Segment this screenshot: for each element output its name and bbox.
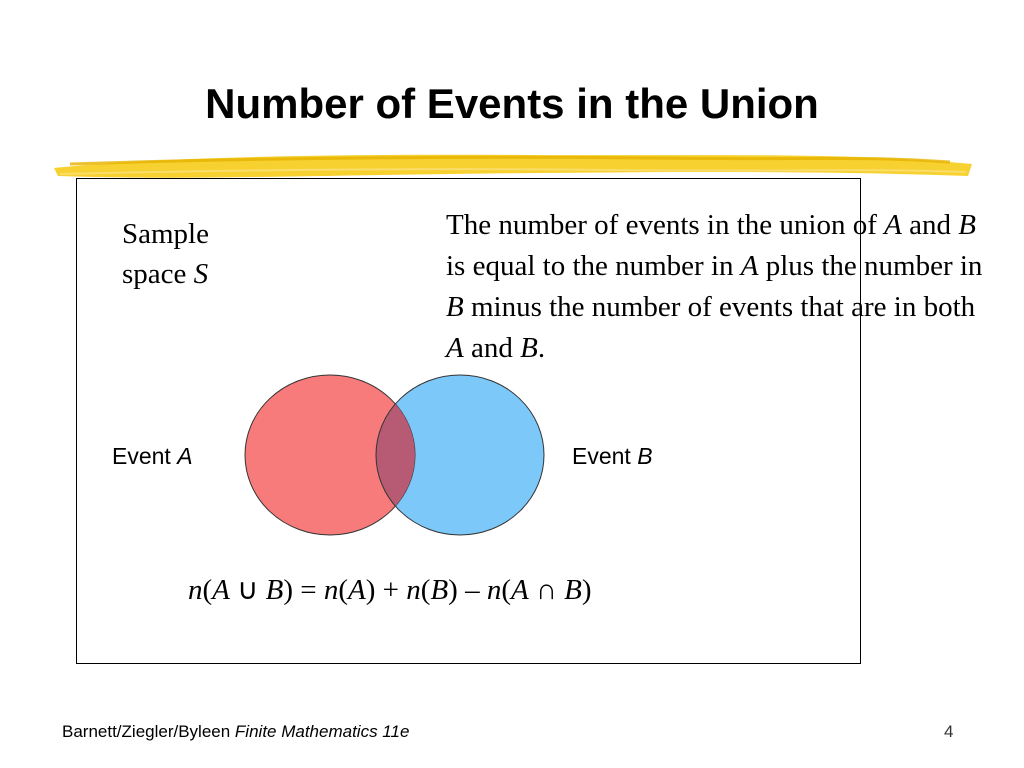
formula-run: ) + [365, 574, 407, 606]
paragraph-run: B [958, 209, 976, 241]
footer-book-title: Finite Mathematics 11e [234, 722, 410, 741]
sample-space-label [122, 214, 209, 294]
formula-run: n [188, 574, 203, 606]
union-explanation [446, 205, 991, 369]
venn-diagram [240, 370, 550, 540]
formula-run: ( [202, 574, 213, 606]
event-a-word: Event [112, 443, 171, 469]
formula-run: ∩ [528, 574, 565, 606]
formula-run: B [430, 574, 449, 606]
formula-run: ) [581, 574, 592, 606]
paragraph-run: . [537, 332, 546, 364]
formula-run: A [212, 574, 230, 606]
footer-authors: Barnett/Ziegler/Byleen [62, 722, 235, 741]
paragraph-run: minus the number of events that are in both [463, 291, 976, 323]
paragraph-run: plus the number in [758, 250, 983, 282]
event-b-var: B [637, 443, 653, 469]
formula-run: n [486, 574, 502, 606]
formula-run: n [323, 574, 339, 606]
sample-line1: Sample [122, 218, 209, 250]
paragraph-run: B [520, 332, 538, 364]
formula-run: ( [338, 574, 349, 606]
event-a-label [112, 443, 193, 470]
formula-run: ( [501, 574, 511, 606]
formula-run: ) – [448, 574, 487, 606]
event-b-label [572, 443, 653, 470]
slide-title: Number of Events in the Union [205, 80, 819, 127]
paragraph-run: and [901, 209, 959, 241]
sample-line2 [122, 254, 209, 294]
paragraph-run: and [463, 332, 521, 364]
union-formula [188, 572, 592, 607]
paragraph-run: The number of events in the union of [446, 209, 885, 241]
sample-space-var: S [193, 258, 209, 290]
event-b-word: Event [572, 443, 631, 469]
formula-run: ) = [283, 574, 324, 606]
formula-run: ( [420, 574, 431, 606]
event-a-var: A [177, 443, 193, 469]
formula-run: A [348, 574, 366, 606]
sample-space-word: space [122, 258, 187, 290]
paragraph-run: B [446, 291, 464, 323]
formula-run: B [564, 574, 582, 606]
paragraph-run: is equal to the number in [446, 250, 741, 282]
paragraph-run: A [884, 209, 902, 241]
formula-run: B [265, 574, 284, 606]
formula-run: A [511, 574, 529, 606]
formula-run: n [406, 574, 421, 606]
page-number: 4 [944, 722, 954, 741]
paragraph-run: A [740, 250, 759, 282]
footer-citation [62, 722, 409, 742]
paragraph-run: A [446, 332, 464, 364]
formula-run: ∪ [229, 574, 266, 606]
